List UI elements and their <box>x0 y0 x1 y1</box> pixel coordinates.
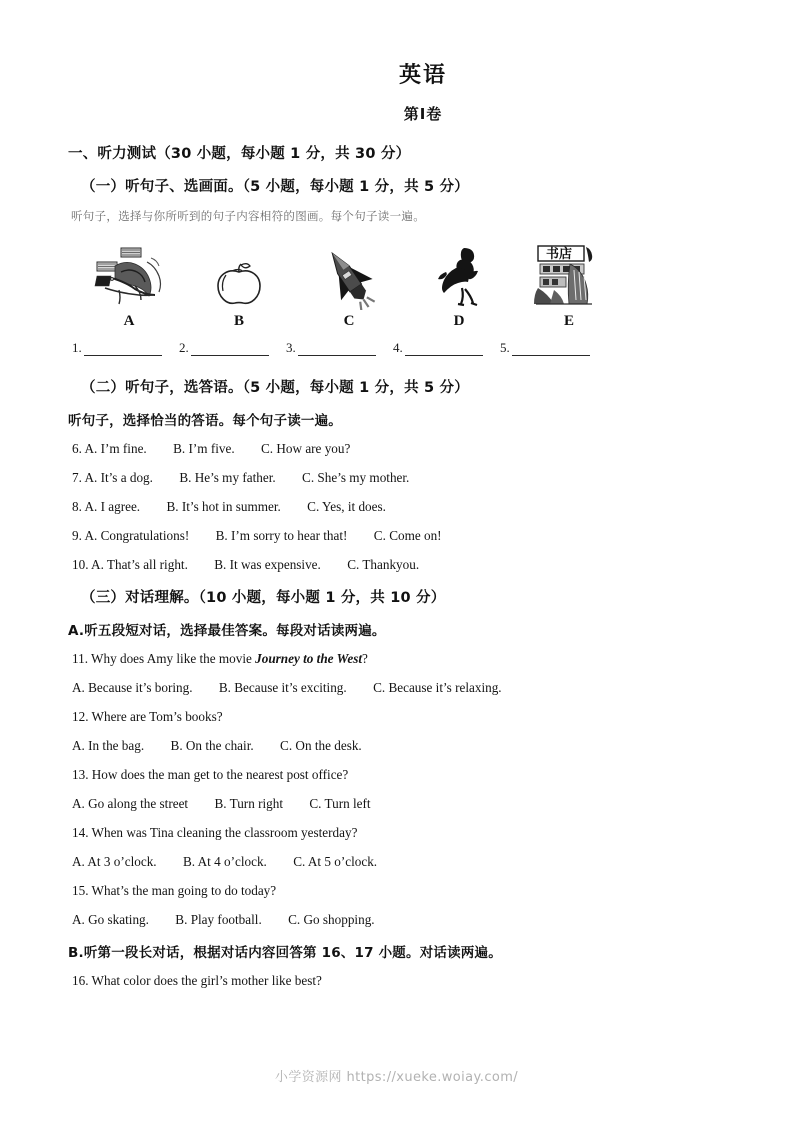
question-15-options[interactable]: A. Go skating. B. Play football. C. Go shopping. <box>72 912 375 927</box>
part-two-heading: （二）听句子，选答语。（5 小题，每小题 1 分，共 5 分） <box>81 380 469 396</box>
question-8[interactable]: 8. A. I agree. B. It’s hot in summer. C. Yes, it does. <box>72 499 386 514</box>
answer-blank-3-number: 3. <box>286 340 296 355</box>
question-15: 15. What’s the man going to do today? <box>72 883 277 898</box>
picture-choice-e <box>514 244 624 330</box>
question-12-options[interactable]: A. In the bag. B. On the chair. C. On the desk. <box>72 738 362 753</box>
page-title: 英语 <box>398 63 447 88</box>
dancer-icon <box>434 246 484 310</box>
picture-choice-c <box>294 244 404 330</box>
picture-choices-row <box>68 238 728 330</box>
rocket-icon <box>318 246 380 310</box>
part-one-heading: （一）听句子、选画面。（5 小题，每小题 1 分，共 5 分） <box>81 179 469 195</box>
dinosaur-fossil-icon <box>91 246 167 310</box>
dancer-image <box>434 244 484 310</box>
question-14-options[interactable]: A. At 3 o’clock. B. At 4 o’clock. C. At 5 o’clock. <box>72 854 378 869</box>
picture-choice-b <box>184 244 294 330</box>
watermark: 小学资源网 https://xueke.woiay.com/ <box>274 1070 519 1085</box>
bookstore-icon <box>530 244 608 310</box>
bookstore-image <box>530 244 608 310</box>
part-three-heading: （三）对话理解。（10 小题，每小题 1 分，共 10 分） <box>81 590 446 606</box>
rocket-image <box>318 244 380 310</box>
answer-blank-4-number: 4. <box>393 340 403 355</box>
answer-blank-4[interactable] <box>393 340 500 356</box>
dinosaur-fossil-image <box>91 244 167 310</box>
question-11 <box>68 651 728 667</box>
part-three-sub-a-instruction: A.听五段短对话，选择最佳答案。每段对话读两遍。 <box>68 623 386 639</box>
answer-blank-5[interactable] <box>500 340 607 356</box>
question-10[interactable]: 10. A. That’s all right. B. It was expensive. C. Thankyou. <box>72 557 420 572</box>
question-14: 14. When was Tina cleaning the classroom yesterday? <box>72 825 358 840</box>
answer-blank-2-line[interactable] <box>191 344 269 356</box>
apple-image <box>210 244 268 310</box>
answer-blank-3[interactable] <box>286 340 393 356</box>
part-three-sub-b-instruction: B.听第一段长对话，根据对话内容回答第 16、17 小题。对话读两遍。 <box>68 945 502 961</box>
answer-blank-5-number: 5. <box>500 340 510 355</box>
answer-blank-4-line[interactable] <box>405 344 483 356</box>
question-11-movie-title: Journey to the West <box>255 651 362 666</box>
answer-blank-2[interactable] <box>179 340 286 356</box>
question-7[interactable]: 7. A. It’s a dog. B. He’s my father. C. She’s my mother. <box>72 470 410 485</box>
question-11-text-post: ? <box>362 651 368 666</box>
answer-blank-5-line[interactable] <box>512 344 590 356</box>
answer-blank-1[interactable] <box>72 340 179 356</box>
question-9[interactable]: 9. A. Congratulations! B. I’m sorry to hear that! C. Come on! <box>72 528 442 543</box>
question-13: 13. How does the man get to the nearest post office? <box>72 767 349 782</box>
picture-label-b: B <box>233 313 244 329</box>
question-6[interactable]: 6. A. I’m fine. B. I’m five. C. How are you? <box>72 441 351 456</box>
answer-blank-1-number: 1. <box>72 340 82 355</box>
answer-blanks-row <box>68 340 728 356</box>
paper-part-label: 第Ⅰ卷 <box>403 105 443 123</box>
answer-blank-2-number: 2. <box>179 340 189 355</box>
picture-choice-d <box>404 244 514 330</box>
picture-label-c: C <box>343 313 355 329</box>
question-13-options[interactable]: A. Go along the street B. Turn right C. Turn left <box>72 796 371 811</box>
question-16: 16. What color does the girl’s mother like best? <box>72 973 322 988</box>
picture-label-d: D <box>453 313 465 329</box>
picture-choice-a <box>74 244 184 330</box>
page-content <box>68 58 728 1002</box>
part-one-instruction: 听句子，选择与你所听到的句子内容相符的图画。每个句子读一遍。 <box>71 209 425 223</box>
apple-icon <box>210 258 268 310</box>
question-11-options[interactable]: A. Because it’s boring. B. Because it’s exciting. C. Because it’s relaxing. <box>72 680 502 695</box>
picture-label-e: E <box>563 313 574 329</box>
question-11-text-pre: 11. Why does Amy like the movie <box>72 651 256 666</box>
picture-label-a: A <box>123 313 135 329</box>
part-two-instruction: 听句子，选择恰当的答语。每个句子读一遍。 <box>68 413 342 429</box>
section-one-heading: 一、听力测试（30 小题，每小题 1 分，共 30 分） <box>68 146 411 162</box>
svg-text:书店: 书店 <box>546 247 573 262</box>
answer-blank-3-line[interactable] <box>298 344 376 356</box>
question-12: 12. Where are Tom’s books? <box>72 709 223 724</box>
answer-blank-1-line[interactable] <box>84 344 162 356</box>
